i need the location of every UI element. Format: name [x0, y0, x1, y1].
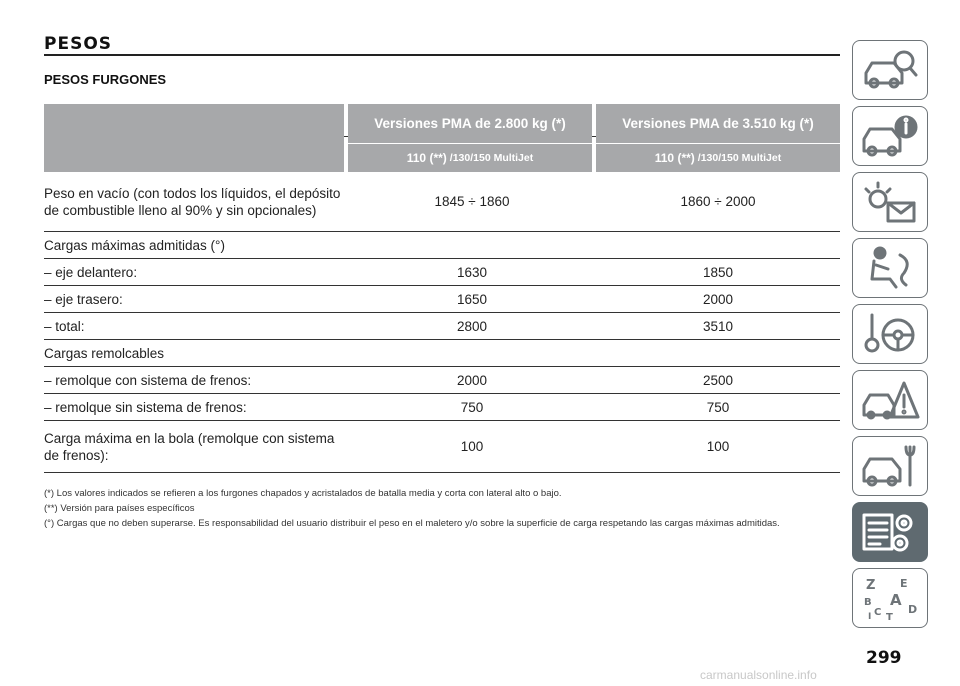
footnote: (°) Cargas que no deben superarse. Es responsabilidad del usuario distribuir el peso en el maletero y/o sobre la superficie de carga respetando las cargas máximas admitidas.	[44, 518, 780, 529]
sub-title: PESOS FURGONES	[44, 72, 167, 87]
header-column-3510	[596, 104, 840, 172]
section-title: PESOS	[44, 34, 113, 54]
chapter-tab-driving[interactable]	[852, 304, 928, 364]
chapter-tab-warning-lights[interactable]	[852, 172, 928, 232]
index-letter: C	[874, 607, 882, 618]
value-2800: 100	[460, 439, 484, 454]
row-label: Cargas máximas admitidas (°)	[44, 237, 225, 253]
table-row	[44, 313, 840, 340]
value-3510: 2000	[702, 291, 734, 307]
chapter-tab-index[interactable]	[852, 568, 928, 628]
chapter-tab-car-info[interactable]	[852, 106, 928, 166]
value-3510: 3510	[702, 318, 734, 334]
index-letter: D	[908, 603, 918, 616]
table-row	[44, 367, 840, 394]
watermark: carmanualsonline.info	[700, 668, 817, 682]
value-3510: 1860 ÷ 2000	[680, 194, 756, 209]
engine-rest: /130/150 MultiJet	[697, 152, 782, 164]
car-search-icon	[860, 47, 920, 93]
index-letter: Z	[866, 578, 876, 593]
footnote: (*) Los valores indicados se refieren a los furgones chapados y acristalados de batalla media y corta con lateral alto o bajo.	[44, 488, 562, 499]
table-row	[44, 286, 840, 313]
table-row	[44, 340, 840, 367]
index-letter: B	[864, 597, 872, 608]
value-3510: 750	[706, 399, 730, 415]
seat-airbag-icon	[860, 245, 920, 291]
value-2800: 1845 ÷ 1860	[434, 194, 510, 209]
chapter-tab-technical-data[interactable]	[852, 502, 928, 562]
header-engine-label	[596, 144, 840, 172]
title-rule	[44, 54, 840, 56]
car-accident-warning-icon	[860, 377, 920, 423]
value-3510: 100	[706, 439, 730, 454]
header-blank-cell	[44, 104, 344, 172]
footnote: (**) Versión para países específicos	[44, 503, 195, 514]
row-label: – remolque con sistema de frenos:	[44, 372, 252, 388]
row-label: – remolque sin sistema de frenos:	[44, 399, 247, 415]
warning-light-envelope-icon	[860, 179, 920, 225]
table-row	[44, 421, 840, 473]
value-3510: 2500	[702, 372, 734, 388]
key-steering-wheel-icon	[860, 311, 920, 357]
page-number: 299	[866, 648, 902, 668]
footnotes	[44, 486, 844, 531]
weights-table	[44, 104, 840, 473]
index-letter: I	[868, 612, 872, 621]
row-label: Cargas remolcables	[44, 345, 165, 361]
car-wrench-icon	[860, 443, 920, 489]
engine-main: 110 (**)	[654, 151, 695, 165]
row-label: – eje delantero:	[44, 264, 138, 280]
table-row	[44, 172, 840, 232]
value-2800: 2800	[456, 318, 488, 334]
engine-main: 110 (**)	[406, 151, 447, 165]
header-column-2800	[348, 104, 592, 172]
header-engine-label	[348, 144, 592, 172]
value-2800: 2000	[456, 372, 488, 388]
row-label: – total:	[44, 318, 85, 334]
header-version-label: Versiones PMA de 3.510 kg (*)	[596, 104, 840, 144]
value-2800: 750	[460, 399, 484, 415]
value-3510: 1850	[702, 264, 734, 280]
value-2800: 1630	[456, 264, 488, 280]
table-row	[44, 394, 840, 421]
alphabet-index-icon	[860, 575, 920, 621]
row-label: Carga máxima en la bola (remolque con sistema de frenos):	[44, 430, 335, 463]
row-label: – eje trasero:	[44, 291, 123, 307]
chapter-tab-maintenance[interactable]	[852, 436, 928, 496]
chapter-sidebar	[852, 40, 928, 634]
header-version-label: Versiones PMA de 2.800 kg (*)	[348, 104, 592, 144]
row-label: Peso en vacío (con todos los líquidos, el depósito de combustible lleno al 90% y sin opcionales)	[44, 185, 341, 218]
chapter-tab-safety[interactable]	[852, 238, 928, 298]
index-letter: T	[886, 612, 893, 621]
table-header	[44, 104, 840, 172]
value-2800: 1650	[456, 291, 488, 307]
table-row	[44, 232, 840, 259]
chapter-tab-car-search[interactable]	[852, 40, 928, 100]
engine-rest: /130/150 MultiJet	[449, 152, 534, 164]
car-info-icon	[860, 113, 920, 159]
table-row	[44, 259, 840, 286]
index-letter: A	[890, 591, 902, 609]
index-letter: E	[900, 577, 908, 590]
chapter-tab-emergency[interactable]	[852, 370, 928, 430]
list-gears-icon	[860, 509, 920, 555]
